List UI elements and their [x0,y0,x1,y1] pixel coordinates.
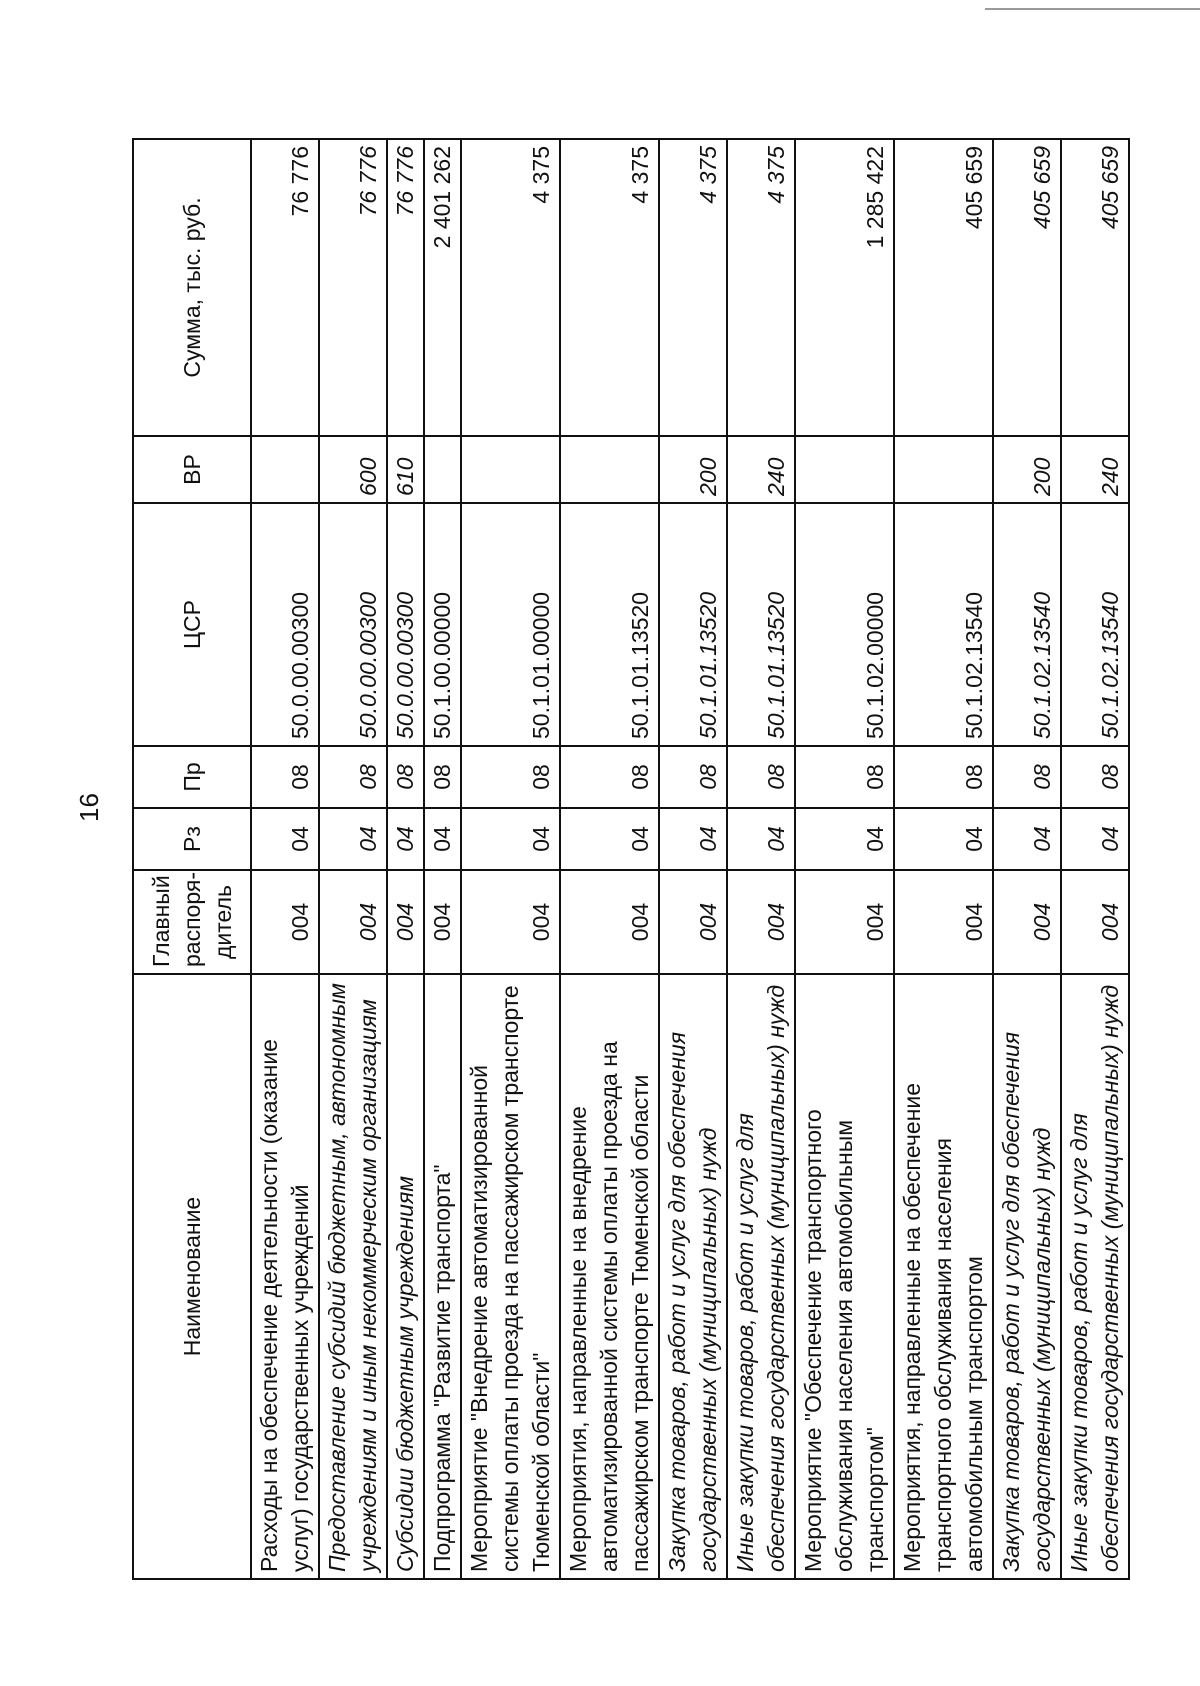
cell-sum: 405 659 [993,139,1061,436]
cell-rz: 04 [319,808,387,870]
cell-vr [461,436,560,503]
page-number: 16 [74,793,104,822]
cell-csr: 50.0.00.00300 [319,503,387,746]
cell-pr: 08 [795,746,894,808]
cell-sum: 405 659 [894,139,993,436]
cell-pr: 08 [424,746,461,808]
cell-name: Предоставление субсидий бюджетным, автономным учреждениям и иным некоммерческим организациям [319,974,387,1579]
cell-name: Иные закупки товаров, работ и услуг для обеспечения государственных (муниципальных) нужд [1061,974,1129,1579]
cell-manager: 004 [894,870,993,974]
cell-vr: 240 [1061,436,1129,503]
cell-manager: 004 [461,870,560,974]
table-row [319,139,387,1579]
cell-name: Мероприятие "Внедрение автоматизированной системы оплаты проезда на пассажирском транспорте Тюменской области" [461,974,560,1579]
header-rz: Рз [133,808,251,870]
cell-rz: 04 [461,808,560,870]
cell-manager: 004 [1061,870,1129,974]
cell-pr: 08 [659,746,727,808]
cell-manager: 004 [424,870,461,974]
table-row [1061,139,1129,1579]
cell-vr [795,436,894,503]
cell-csr: 50.1.01.00000 [461,503,560,746]
table-row [560,139,659,1579]
cell-sum: 76 776 [319,139,387,436]
cell-pr: 08 [387,746,424,808]
cell-pr: 08 [251,746,319,808]
cell-csr: 50.1.02.13540 [1061,503,1129,746]
cell-csr: 50.1.02.00000 [795,503,894,746]
cell-manager: 004 [727,870,795,974]
cell-manager: 004 [659,870,727,974]
cell-rz: 04 [795,808,894,870]
table-row [894,139,993,1579]
cell-pr: 08 [894,746,993,808]
cell-vr: 240 [727,436,795,503]
cell-pr: 08 [461,746,560,808]
cell-name: Подпрограмма "Развитие транспорта" [424,974,461,1579]
cell-sum: 76 776 [387,139,424,436]
table-row [387,139,424,1579]
cell-sum: 2 401 262 [424,139,461,436]
table-row [727,139,795,1579]
cell-vr [251,436,319,503]
table-row [993,139,1061,1579]
cell-name: Закупка товаров, работ и услуг для обеспечения государственных (муниципальных) нужд [659,974,727,1579]
budget-table [132,138,1130,1580]
header-vr: ВР [133,436,251,503]
cell-csr: 50.0.00.00300 [387,503,424,746]
cell-csr: 50.1.01.13520 [727,503,795,746]
cell-pr: 08 [727,746,795,808]
cell-rz: 04 [387,808,424,870]
cell-sum: 1 285 422 [795,139,894,436]
cell-csr: 50.1.01.13520 [659,503,727,746]
cell-pr: 08 [560,746,659,808]
cell-manager: 004 [560,870,659,974]
table-row [461,139,560,1579]
top-edge-line [985,8,1200,10]
cell-rz: 04 [424,808,461,870]
cell-sum: 4 375 [727,139,795,436]
cell-rz: 04 [251,808,319,870]
cell-pr: 08 [993,746,1061,808]
cell-vr: 600 [319,436,387,503]
cell-rz: 04 [894,808,993,870]
cell-sum: 405 659 [1061,139,1129,436]
cell-name: Мероприятия, направленные на внедрение автоматизированной системы оплаты проезда на пассажирском транспорте Тюменской области [560,974,659,1579]
cell-name: Субсидии бюджетным учреждениям [387,974,424,1579]
cell-name: Закупка товаров, работ и услуг для обеспечения государственных (муниципальных) нужд [993,974,1061,1579]
header-name: Наименование [133,974,251,1579]
cell-name: Иные закупки товаров, работ и услуг для обеспечения государственных (муниципальных) нужд [727,974,795,1579]
cell-vr: 610 [387,436,424,503]
cell-csr: 50.1.02.13540 [894,503,993,746]
cell-name: Мероприятие "Обеспечение транспортного обслуживания населения автомобильным транспортом" [795,974,894,1579]
cell-name: Расходы на обеспечение деятельности (оказание услуг) государственных учреждений [251,974,319,1579]
cell-rz: 04 [727,808,795,870]
cell-sum: 4 375 [560,139,659,436]
cell-sum: 4 375 [659,139,727,436]
cell-sum: 76 776 [251,139,319,436]
cell-vr [424,436,461,503]
header-csr: ЦСР [133,503,251,746]
header-sum: Сумма, тыс. руб. [133,139,251,436]
cell-rz: 04 [993,808,1061,870]
table-body [251,139,1129,1579]
cell-csr: 50.0.00.00300 [251,503,319,746]
table-row [251,139,319,1579]
cell-csr: 50.1.02.13540 [993,503,1061,746]
cell-pr: 08 [1061,746,1129,808]
table-row [424,139,461,1579]
cell-rz: 04 [560,808,659,870]
cell-vr: 200 [993,436,1061,503]
header-manager: Главный распоря-дитель [133,870,251,974]
cell-manager: 004 [795,870,894,974]
cell-rz: 04 [1061,808,1129,870]
table-row [659,139,727,1579]
cell-vr [560,436,659,503]
table-row [795,139,894,1579]
cell-vr: 200 [659,436,727,503]
cell-rz: 04 [659,808,727,870]
cell-manager: 004 [387,870,424,974]
cell-manager: 004 [251,870,319,974]
cell-csr: 50.1.01.13520 [560,503,659,746]
cell-manager: 004 [319,870,387,974]
cell-vr [894,436,993,503]
cell-csr: 50.1.00.00000 [424,503,461,746]
header-pr: Пр [133,746,251,808]
cell-sum: 4 375 [461,139,560,436]
cell-name: Мероприятия, направленные на обеспечение транспортного обслуживания населения автомобильным транспортом [894,974,993,1579]
table-header-row [133,139,251,1579]
rotated-document [132,140,1123,1580]
cell-manager: 004 [993,870,1061,974]
cell-pr: 08 [319,746,387,808]
